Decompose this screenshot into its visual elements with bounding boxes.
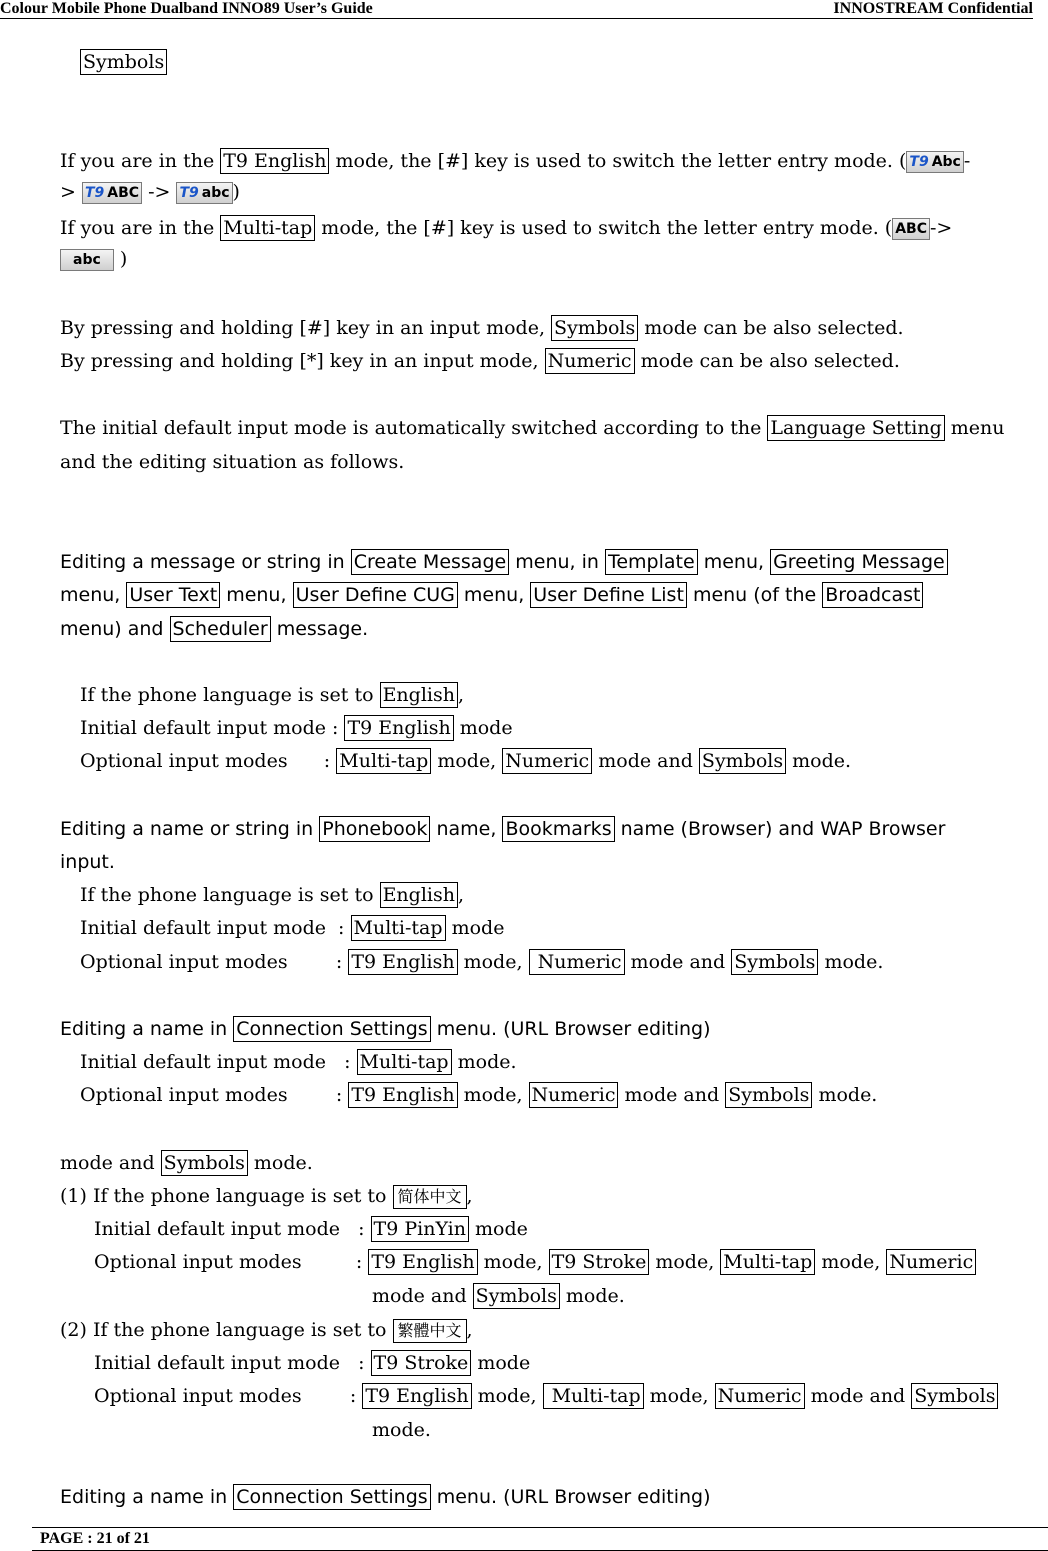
text-line: Initial default input mode : Multi-tap mode. <box>80 1051 517 1073</box>
text-line: If the phone language is set to English , <box>80 884 465 906</box>
text-line: mode and Symbols mode. <box>60 1152 313 1174</box>
text-line: mode and Symbols mode. <box>372 1285 625 1307</box>
section-heading: input. <box>60 851 115 873</box>
text-line: abc ) <box>60 245 127 273</box>
page-header <box>0 0 1033 19</box>
section-heading: menu, User Text menu, User Define CUG menu, User Define List menu (of the Broadcast <box>60 581 923 609</box>
text-line: Initial default input mode : T9 PinYin mode <box>94 1218 528 1240</box>
section-heading: Editing a name in Connection Settings menu. (URL Browser editing) <box>60 1018 711 1040</box>
simplified-chinese-label: 简体中文 <box>393 1185 467 1209</box>
traditional-chinese-label: 繁體中文 <box>393 1319 467 1343</box>
text-line: mode. <box>372 1419 431 1441</box>
text-line: Optional input modes : T9 English mode, Multi-tap mode, Numeric mode and Symbols <box>94 1382 998 1410</box>
text-line: If you are in the T9 English mode, the [#] key is used to switch the letter entry mode. ( T9 Abc - <box>60 150 971 172</box>
text-line: and the editing situation as follows. <box>60 451 405 473</box>
text-line: By pressing and holding [*] key in an input mode, Numeric mode can be also selected. <box>60 350 900 372</box>
header-right: INNOSTREAM Confidential <box>833 0 1033 17</box>
t9-abc-upper-icon: T9 ABC <box>82 182 142 204</box>
section-heading: Editing a name or string in Phonebook name, Bookmarks name (Browser) and WAP Browser <box>60 818 946 840</box>
text-line: If you are in the Multi-tap mode, the [#] key is used to switch the letter entry mode. ( ABC -> <box>60 217 953 239</box>
abc-upper-icon: ABC <box>892 218 930 240</box>
text-line: Optional input modes : T9 English mode, T9 Stroke mode, Multi-tap mode, Numeric <box>94 1248 976 1276</box>
t9-abc-title-icon: T9 Abc <box>906 151 963 173</box>
page-number: PAGE : 21 of 21 <box>40 1530 150 1547</box>
text-line: If the phone language is set to English , <box>80 684 465 706</box>
text-line: Initial default input mode : T9 English mode <box>80 717 513 739</box>
text-line: Symbols <box>80 48 167 76</box>
text-line: By pressing and holding [#] key in an input mode, Symbols mode can be also selected. <box>60 317 904 339</box>
t9-abc-lower-icon: T9 abc <box>176 182 232 204</box>
text-line: Initial default input mode : T9 Stroke mode <box>94 1352 531 1374</box>
text-line: Initial default input mode : Multi-tap mode <box>80 917 505 939</box>
text-line: (2) If the phone language is set to 繁體中文 , <box>60 1319 473 1341</box>
section-heading: Editing a name in Connection Settings menu. (URL Browser editing) <box>60 1486 711 1508</box>
abc-lower-icon: abc <box>60 249 114 271</box>
text-line: > T9 ABC -> T9 abc ) <box>60 181 240 203</box>
text-line: Optional input modes : T9 English mode, Numeric mode and Symbols mode. <box>80 1084 878 1106</box>
text-line: Optional input modes : Multi-tap mode, Numeric mode and Symbols mode. <box>80 750 852 772</box>
text-line: Optional input modes : T9 English mode, Numeric mode and Symbols mode. <box>80 951 884 973</box>
section-heading: menu) and Scheduler message. <box>60 618 369 640</box>
text-line: The initial default input mode is automatically switched according to the Language Setting menu <box>60 417 1005 439</box>
text-line: (1) If the phone language is set to 简体中文 , <box>60 1185 473 1207</box>
section-heading: Editing a message or string in Create Message menu, in Template menu, Greeting Message <box>60 548 948 576</box>
page-footer <box>32 1527 1048 1551</box>
header-left: Colour Mobile Phone Dualband INNO89 User’s Guide <box>0 0 373 17</box>
